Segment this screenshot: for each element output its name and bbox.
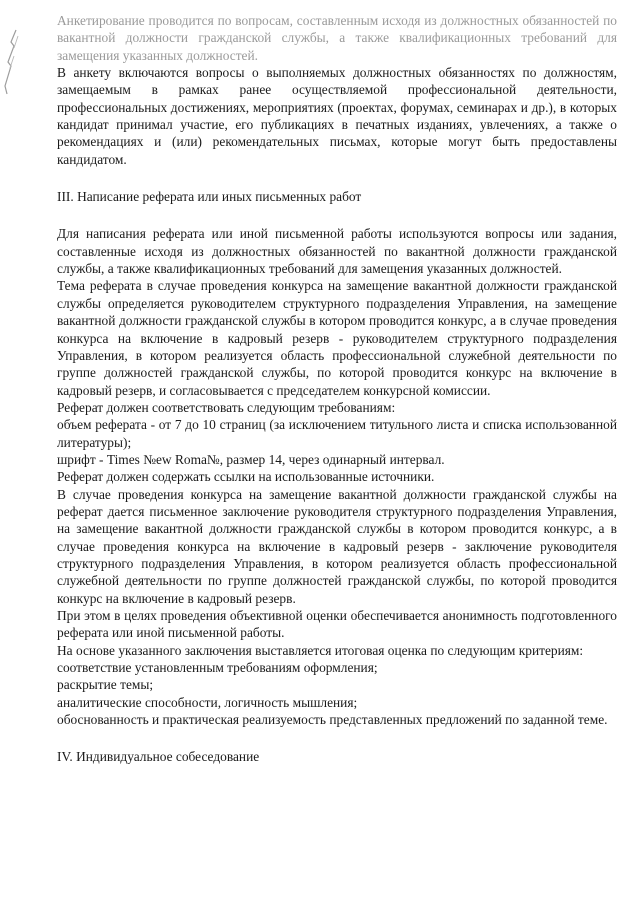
document-page xyxy=(57,12,617,766)
paragraph-questionnaire-content: В анкету включаются вопросы о выполняемых должностных обязанностях по должностям, замещаемым в рамках ранее осуществляемой профессиональной деятельности, профессиональных достижениях, мероприятиях (проектах, форумах, семинарах и др.), в которых кандидат принимал участие, его публикациях в печатных изданиях, увлечениях, а также о рекомендациях и (или) рекомендательных письмах, которые могут быть предоставлены кандидатом. xyxy=(57,65,617,167)
paragraph-essay-references: Реферат должен содержать ссылки на использованные источники. xyxy=(57,469,435,485)
paragraph-essay-volume: объем реферата - от 7 до 10 страниц (за исключением титульного листа и списка использованной литературы); xyxy=(57,417,617,450)
paragraph-essay-anonymity: При этом в целях проведения объективной оценки обеспечивается анонимность подготовленного реферата или иной письменной работы. xyxy=(57,608,617,641)
paragraph-essay-questions: Для написания реферата или иной письменной работы используются вопросы или задания, составленные исходя из должностных обязанностей по вакантной должности гражданской службы, а также квалификационных требований для замещения указанных должностей. xyxy=(57,226,617,277)
paragraph-essay-topic: Тема реферата в случае проведения конкурса на замещение вакантной должности гражданской службы определяется руководителем структурного подразделения Управления, на замещение вакантной должности гражданской службы в котором проводится конкурс, а в случае проведения конкурса на включение в кадровый резерв - руководителем структурного подразделения Управления, в котором реализуется область профессиональной служебной деятельности по группе должностей гражданской службы, по которой проводится конкурс на включение в кадровый резерв, и согласовывается с председателем конкурсной комиссии. xyxy=(57,278,617,398)
paragraph-essay-requirements-intro: Реферат должен соответствовать следующим требованиям: xyxy=(57,399,396,415)
paragraph-questionnaire-basis: Анкетирование проводится по вопросам, составленным исходя из должностных обязанностей по вакантной должности гражданской службы, а также квалификационных требований для замещения указанных должностей. xyxy=(57,13,617,63)
criteria-item-analytics: аналитические способности, логичность мышления; xyxy=(57,694,358,710)
margin-scribble-mark xyxy=(2,28,24,98)
criteria-item-topic: раскрытие темы; xyxy=(57,677,154,693)
criteria-item-formatting: соответствие установленным требованиям оформления; xyxy=(57,660,378,676)
paragraph-essay-font: шрифт - Times №ew Roma№, размер 14, через одинарный интервал. xyxy=(57,451,445,467)
paragraph-essay-conclusion: В случае проведения конкурса на замещение вакантной должности гражданской службы на реферат дается письменное заключение руководителя структурного подразделения Управления, на замещение вакантной должности гражданской службы в котором проводится конкурс, а в случае проведения конкурса на включение в кадровый резерв - заключение руководителя структурного подразделения Управления, в котором реализуется область профессиональной служебной деятельности по группе должностей гражданской службы, по которой проводится конкурс на включение в кадровый резерв. xyxy=(57,486,617,606)
paragraph-criteria-intro: На основе указанного заключения выставляется итоговая оценка по следующим критериям: xyxy=(57,642,584,658)
criteria-item-feasibility: обоснованность и практическая реализуемость представленных предложений по заданной теме. xyxy=(57,712,608,728)
section-3-title: III. Написание реферата или иных письменных работ xyxy=(57,189,362,205)
section-4-title: IV. Индивидуальное собеседование xyxy=(57,749,260,765)
